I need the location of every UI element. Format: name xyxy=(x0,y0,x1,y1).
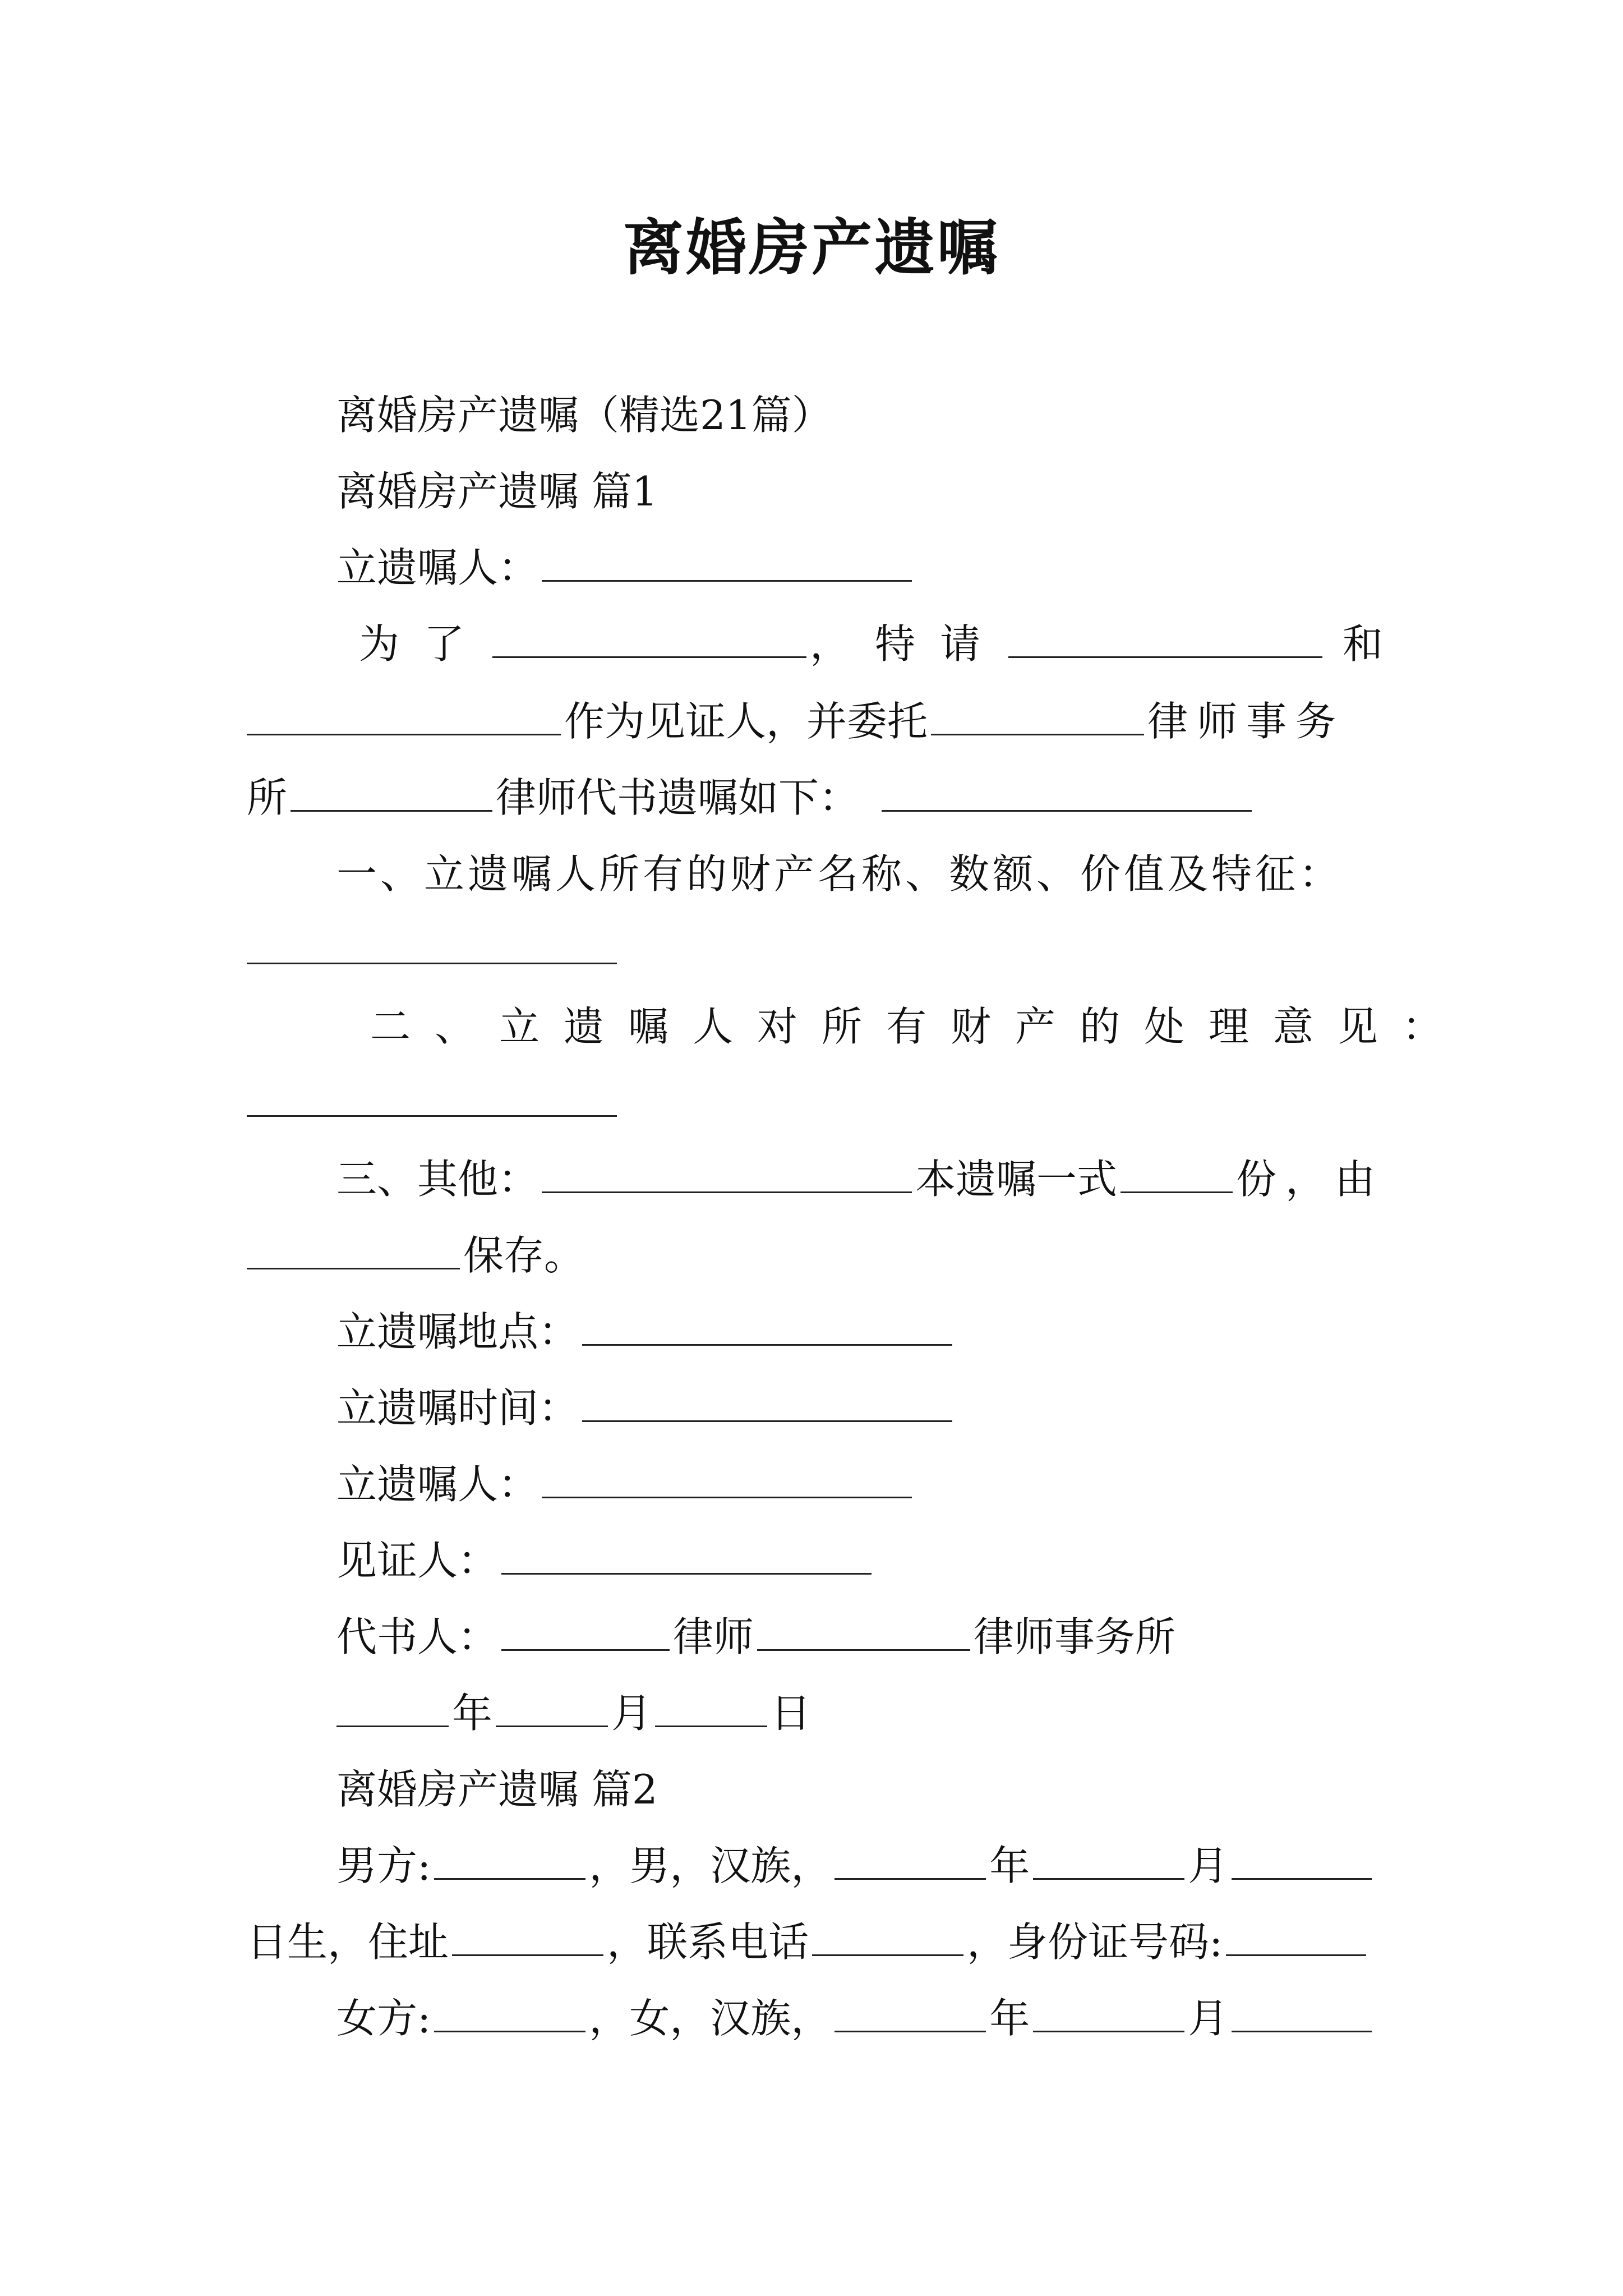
male-year-blank[interactable] xyxy=(834,1875,986,1880)
testator-line-2 xyxy=(336,1456,915,1512)
section-1-heading: 离婚房产遗嘱 篇1 xyxy=(336,468,658,515)
id-blank[interactable] xyxy=(1226,1951,1366,1956)
day-blank[interactable] xyxy=(655,1722,767,1727)
time-label: 立遗嘱时间： xyxy=(336,1384,579,1432)
testator-label-2: 立遗嘱人： xyxy=(336,1461,539,1508)
purpose-blank[interactable] xyxy=(492,653,806,658)
witness-text: 作为见证人，并委托 xyxy=(564,698,928,745)
male-day-blank[interactable] xyxy=(1232,1875,1372,1880)
female-gender-text: ，女，汉族， xyxy=(589,1995,832,2042)
female-month-text: 月 xyxy=(1188,1995,1229,2042)
female-day-blank[interactable] xyxy=(1232,2027,1372,2032)
place-label: 立遗嘱地点： xyxy=(336,1308,579,1355)
agent-blank[interactable] xyxy=(501,1646,670,1651)
female-year-text: 年 xyxy=(989,1995,1030,2042)
purpose-line xyxy=(359,616,1383,672)
intro-line: 离婚房产遗嘱（精选21篇） xyxy=(336,392,832,439)
item-1-blank[interactable] xyxy=(247,959,617,964)
item-3-line xyxy=(336,1151,1384,1207)
time-blank[interactable] xyxy=(582,1417,952,1422)
birth-suffix-text: 日生，住址 xyxy=(247,1918,449,1966)
agent-lawyer-text: 律师 xyxy=(673,1613,754,1660)
lawyer-draft-line xyxy=(247,770,1255,826)
keeper-blank[interactable] xyxy=(247,1264,460,1269)
item-1: 一、立遗嘱人所有的财产名称、数额、价值及特征： xyxy=(336,850,1343,898)
agent-firm-blank[interactable] xyxy=(757,1646,970,1651)
agent-label: 代书人： xyxy=(336,1613,499,1660)
agent-firm-text: 律师事务所 xyxy=(974,1613,1176,1660)
lawfirm-blank[interactable] xyxy=(931,730,1144,735)
male-month-blank[interactable] xyxy=(1033,1875,1184,1880)
item-3-label: 三、其他： xyxy=(336,1156,539,1203)
month-text: 月 xyxy=(611,1690,652,1737)
month-blank[interactable] xyxy=(496,1722,608,1727)
and-text: 和 xyxy=(1343,620,1384,668)
purpose-text: 为了 xyxy=(359,620,490,668)
lawfirm-text: 律师事务 xyxy=(1147,698,1345,745)
date-line xyxy=(336,1685,811,1741)
lawyer-draft-text: 律师代书遗嘱如下： xyxy=(496,774,860,821)
keeper-text: 份，由 xyxy=(1236,1156,1385,1203)
keep-text: 保存。 xyxy=(463,1232,585,1279)
item-2-blank-line xyxy=(247,1075,620,1131)
male-name-blank[interactable] xyxy=(434,1875,585,1880)
keeper-line xyxy=(247,1227,584,1283)
item-1-blank-line xyxy=(247,922,620,978)
place-blank[interactable] xyxy=(582,1341,952,1346)
witness-sign-blank[interactable] xyxy=(501,1570,872,1575)
section-2-heading: 离婚房产遗嘱 篇2 xyxy=(336,1766,658,1813)
female-name-blank[interactable] xyxy=(434,2027,585,2032)
male-month-text: 月 xyxy=(1188,1842,1229,1889)
draft-blank[interactable] xyxy=(882,807,1252,812)
testator-label: 立遗嘱人： xyxy=(336,544,539,591)
item-3-blank[interactable] xyxy=(542,1188,912,1193)
item-2-blank[interactable] xyxy=(247,1112,617,1117)
witness-blank[interactable] xyxy=(247,730,561,735)
male-detail-line xyxy=(247,1914,1370,1970)
invitee-blank[interactable] xyxy=(1008,653,1322,658)
male-line xyxy=(336,1838,1375,1894)
female-line xyxy=(336,1990,1375,2046)
female-year-blank[interactable] xyxy=(834,2027,986,2032)
place-line xyxy=(336,1304,956,1360)
copies-text: 本遗嘱一式 xyxy=(915,1156,1118,1203)
male-year-text: 年 xyxy=(989,1842,1030,1889)
address-blank[interactable] xyxy=(452,1951,603,1956)
day-text: 日 xyxy=(771,1690,811,1737)
female-label: 女方: xyxy=(336,1995,431,2042)
witness-label: 见证人： xyxy=(336,1537,499,1584)
lawyer-blank[interactable] xyxy=(291,807,492,812)
agent-line xyxy=(336,1609,1175,1665)
testator-blank-2[interactable] xyxy=(542,1493,912,1498)
document-title: 离婚房产遗嘱 xyxy=(623,213,1000,283)
witness-sign-line xyxy=(336,1533,875,1589)
witness-line xyxy=(247,693,1345,749)
suo-text: 所 xyxy=(247,774,288,821)
year-blank[interactable] xyxy=(336,1722,449,1727)
time-line xyxy=(336,1380,956,1436)
year-text: 年 xyxy=(452,1690,493,1737)
phone-blank[interactable] xyxy=(812,1951,963,1956)
copies-blank[interactable] xyxy=(1121,1188,1233,1193)
phone-label: ，联系电话 xyxy=(607,1918,809,1966)
male-label: 男方: xyxy=(336,1842,431,1889)
testator-blank[interactable] xyxy=(542,577,912,582)
id-label: ，身份证号码: xyxy=(967,1918,1223,1966)
testator-line xyxy=(336,540,915,596)
male-gender-text: ，男，汉族， xyxy=(589,1842,832,1889)
female-month-blank[interactable] xyxy=(1033,2027,1184,2032)
item-2: 二、立遗嘱人对所有财产的处理意见： xyxy=(370,1003,1467,1050)
invite-text: ，特请 xyxy=(810,620,1006,668)
